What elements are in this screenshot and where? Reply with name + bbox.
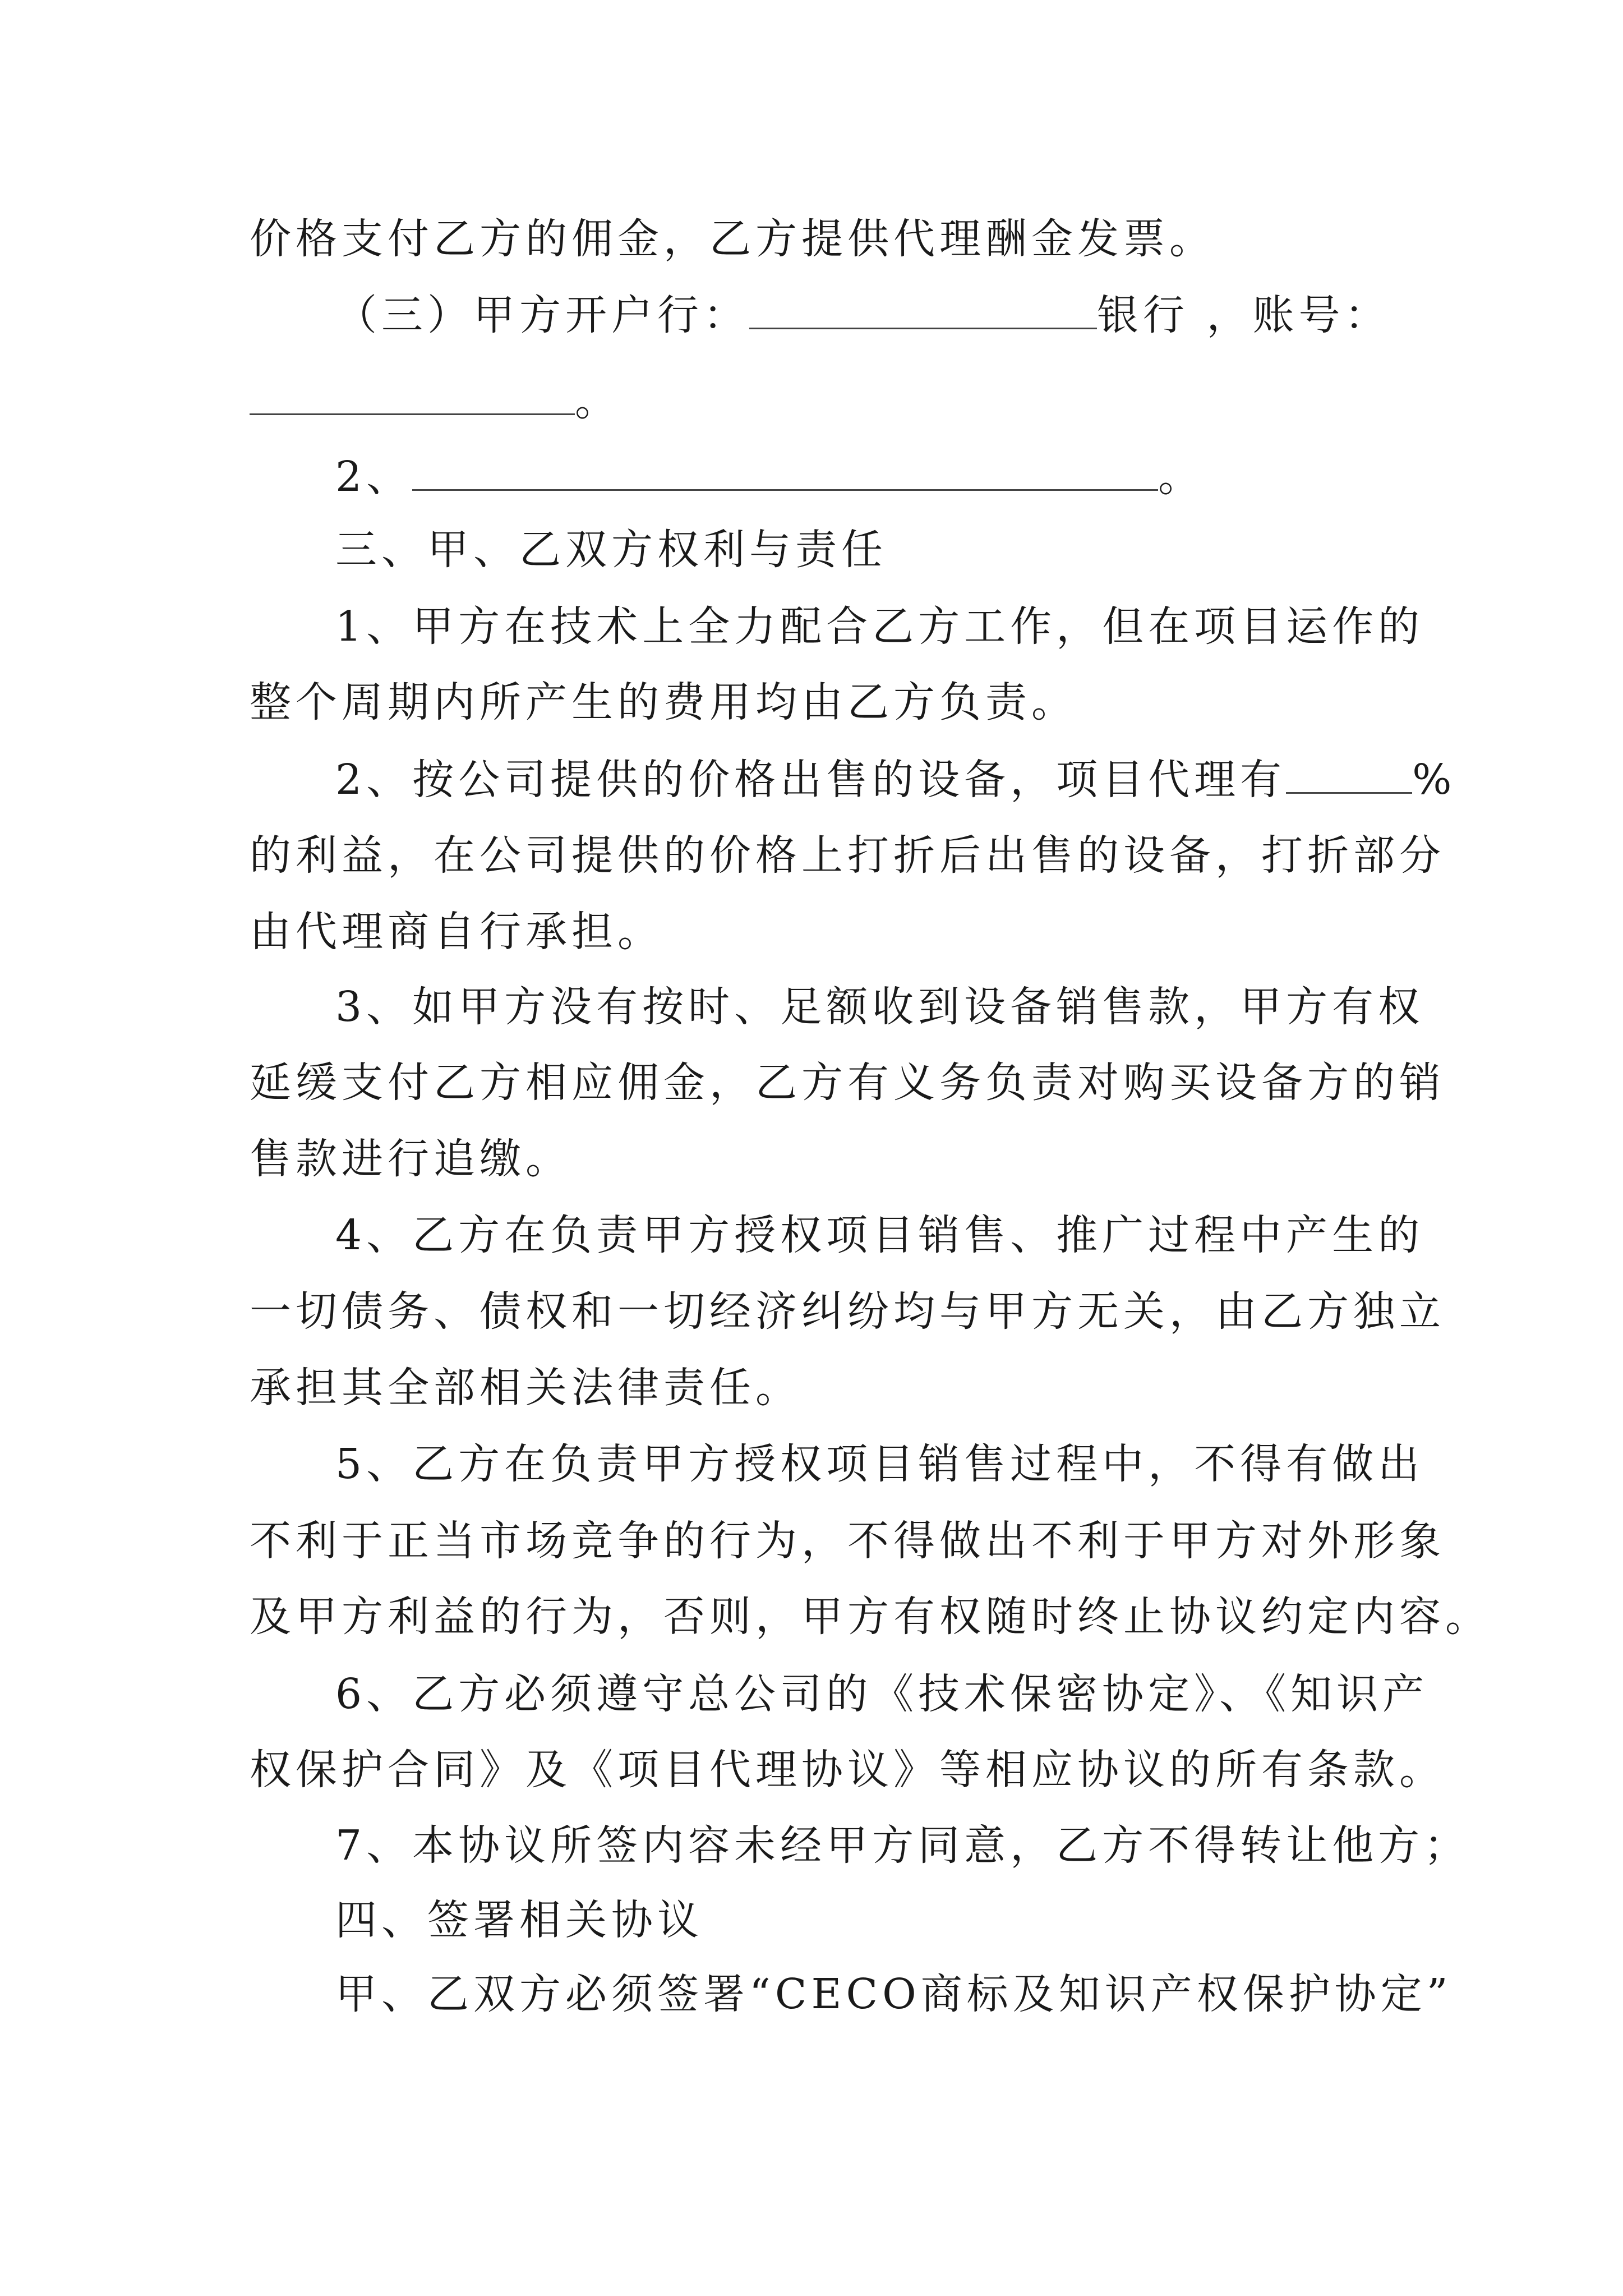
- item-2-number: 2、: [335, 453, 413, 501]
- profit-text: 2、按公司提供的价格出售的设备，项目代理有: [335, 756, 1287, 804]
- paragraph-line: 价格支付乙方的佣金，乙方提供代理酬金发票。: [250, 215, 1215, 263]
- bank-label: （三）甲方开户行：: [335, 291, 749, 339]
- paragraph-line: 整个周期内所产生的费用均由乙方负责。: [250, 678, 1077, 726]
- bank-suffix: 银行 ，账号：: [1097, 291, 1391, 339]
- paragraph-line: 甲、乙双方必须签署“CECO商标及知识产权保护协定”: [335, 1970, 1453, 2018]
- account-end: 。: [575, 377, 621, 425]
- paragraph-line: 4、乙方在负责甲方授权项目销售、推广过程中产生的: [335, 1211, 1424, 1259]
- paragraph-line: 售款进行追缴。: [250, 1135, 571, 1183]
- profit-line: [335, 752, 1456, 808]
- paragraph-line: 6、乙方必须遵守总公司的《技术保密协定》、《知识产: [335, 1670, 1429, 1718]
- paragraph-line: 及甲方利益的行为，否则，甲方有权随时终止协议约定内容。: [250, 1593, 1491, 1641]
- paragraph-line: 1、甲方在技术上全力配合乙方工作，但在项目运作的: [335, 602, 1424, 651]
- section-heading-4: 四、签署相关协议: [335, 1896, 703, 1944]
- section-heading-3: 三、甲、乙双方权利与责任: [335, 526, 887, 574]
- paragraph-line: 由代理商自行承担。: [250, 908, 663, 956]
- bank-name-blank[interactable]: [749, 288, 1097, 329]
- paragraph-line: 7、本协议所签内容未经甲方同意，乙方不得转让他方；: [335, 1821, 1470, 1870]
- paragraph-line: 的利益，在公司提供的价格上打折后出售的设备，打折部分: [250, 831, 1445, 880]
- item-2-end: 。: [1158, 453, 1205, 501]
- paragraph-line: 承担其全部相关法律责任。: [250, 1364, 801, 1412]
- paragraph-line: 延缓支付乙方相应佣金，乙方有义务负责对购买设备方的销: [250, 1059, 1445, 1107]
- account-number-blank[interactable]: [250, 374, 575, 415]
- paragraph-line: 权保护合同》及《项目代理协议》等相应协议的所有条款。: [250, 1746, 1445, 1794]
- item-2-blank[interactable]: [412, 450, 1158, 491]
- percent-sign: %: [1412, 756, 1456, 804]
- item-2-line: [335, 449, 1395, 505]
- profit-percent-blank[interactable]: [1286, 753, 1412, 794]
- paragraph-line: 5、乙方在负责甲方授权项目销售过程中，不得有做出: [335, 1440, 1424, 1488]
- bank-account-line: [335, 287, 1395, 343]
- paragraph-line: 3、如甲方没有按时、足额收到设备销售款，甲方有权: [335, 983, 1424, 1031]
- paragraph-line: 一切债务、债权和一切经济纠纷均与甲方无关，由乙方独立: [250, 1287, 1445, 1336]
- paragraph-line: 不利于正当市场竞争的行为，不得做出不利于甲方对外形象: [250, 1517, 1445, 1565]
- account-number-line: [250, 373, 1394, 429]
